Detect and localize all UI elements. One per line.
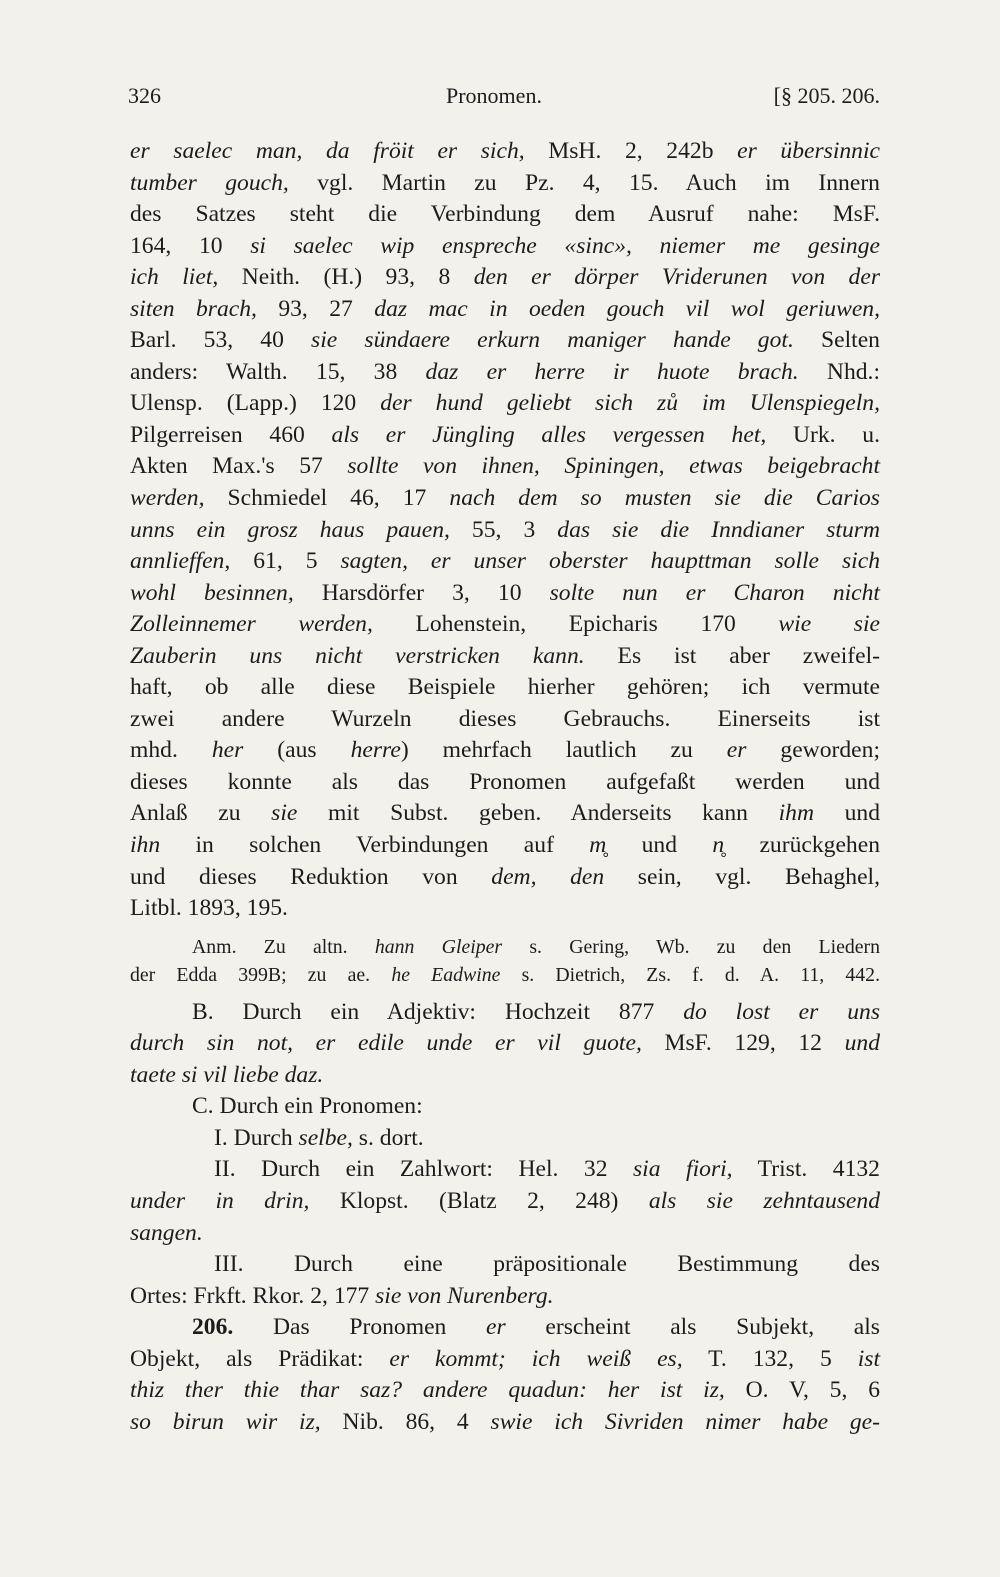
text-line: Pilgerreisen 460 als er Jüngling alles vergessen het, Urk. u. <box>130 421 880 448</box>
text-line: Akten Max.'s 57 sollte von ihnen, Spiningen, etwas beigebracht <box>130 453 881 480</box>
text-line: des Satzes steht die Verbindung dem Ausruf nahe: MsF. <box>130 201 880 228</box>
page-header <box>128 78 880 114</box>
text-line: ihn in solchen Verbindungen auf m̥ und n̥ zurückgehen <box>130 832 880 859</box>
text-line: unns ein grosz haus pauen, 55, 3 das sie die Inndianer sturm <box>130 516 880 543</box>
text-line: Objekt, als Prädikat: er kommt; ich weiß es, T. 132, 5 ist <box>130 1345 881 1372</box>
text-line: II. Durch ein Zahlwort: Hel. 32 sia fiori, Trist. 4132 <box>214 1156 880 1183</box>
text-line: zwei andere Wurzeln dieses Gebrauchs. Einerseits ist <box>130 705 880 732</box>
text-line: siten brach, 93, 27 daz mac in oeden gouch vil wol geriuwen, <box>130 295 880 322</box>
text-line: und dieses Reduktion von dem, den sein, vgl. Behaghel, <box>130 863 881 890</box>
text-line: durch sin not, er edile unde er vil guote, MsF. 129, 12 und <box>130 1030 880 1057</box>
text-line: er saelec man, da fröit er sich, MsH. 2, 242b er übersinnic <box>130 138 881 164</box>
text-line: 164, 10 si saelec wip enspreche «sinc», niemer me gesinge <box>130 232 880 259</box>
text-line: Zolleinnemer werden, Lohenstein, Epicharis 170 wie sie <box>130 611 880 638</box>
text-line: I. Durch selbe, s. dort. <box>214 1124 424 1151</box>
running-title: Pronomen. <box>446 83 542 108</box>
text-line: C. Durch ein Pronomen: <box>192 1093 423 1120</box>
text-line: thiz ther thie thar saz? andere quadun: her ist iz, O. V, 5, 6 <box>130 1377 880 1404</box>
text-line: Zauberin uns nicht verstricken kann. Es ist aber zweifel- <box>130 642 880 669</box>
annotation-line: Anm. Zu altn. hann Gleiper s. Gering, Wb. zu den Liedern <box>192 935 880 958</box>
text-line: Barl. 53, 40 sie sündaere erkurn maniger hande got. Selten <box>130 327 880 354</box>
annotation-line: der Edda 399B; zu ae. he Eadwine s. Dietrich, Zs. f. d. A. 11, 442. <box>130 963 881 986</box>
text-line: tumber gouch, vgl. Martin zu Pz. 4, 15. Auch im Innern <box>130 169 880 196</box>
text-line: Ulensp. (Lapp.) 120 der hund geliebt sich zů im Ulenspiegeln, <box>130 390 880 417</box>
text-line: Ortes: Frkft. Rkor. 2, 177 sie von Nurenberg. <box>130 1282 554 1309</box>
text-line: wohl besinnen, Harsdörfer 3, 10 solte nun er Charon nicht <box>130 579 880 606</box>
text-line: B. Durch ein Adjektiv: Hochzeit 877 do lost er uns <box>192 998 880 1025</box>
section-reference: [§ 205. 206. <box>773 83 880 108</box>
text-line: taete si vil liebe daz. <box>130 1061 324 1088</box>
text-line: under in drin, Klopst. (Blatz 2, 248) als sie zehntausend <box>130 1187 880 1214</box>
text-line: mhd. her (aus herre) mehrfach lautlich zu er geworden; <box>130 737 880 764</box>
page-number: 326 <box>128 83 161 108</box>
text-line: so birun wir iz, Nib. 86, 4 swie ich Sivriden nimer habe ge- <box>130 1408 881 1435</box>
body-text <box>130 136 880 1438</box>
text-line: sangen. <box>130 1219 203 1246</box>
text-line: anders: Walth. 15, 38 daz er herre ir huote brach. Nhd.: <box>130 358 880 385</box>
text-line: III. Durch eine präpositionale Bestimmung des <box>214 1251 880 1278</box>
text-line: Anlaß zu sie mit Subst. geben. Anderseits kann ihm und <box>130 800 881 827</box>
section-heading-line: 206. Das Pronomen er erscheint als Subjekt, als <box>192 1314 880 1341</box>
text-line: annlieffen, 61, 5 sagten, er unser oberster haupttman solle sich <box>130 548 881 575</box>
text-line: haft, ob alle diese Beispiele hierher gehören; ich vermute <box>130 674 880 701</box>
text-line: werden, Schmiedel 46, 17 nach dem so musten sie die Carios <box>130 485 880 512</box>
text-line: ich liet, Neith. (H.) 93, 8 den er dörper Vriderunen von der <box>130 264 880 291</box>
section-number: 206. <box>192 1314 234 1341</box>
text-line: dieses konnte als das Pronomen aufgefaßt werden und <box>130 768 880 795</box>
text-line: Litbl. 1893, 195. <box>130 895 288 922</box>
